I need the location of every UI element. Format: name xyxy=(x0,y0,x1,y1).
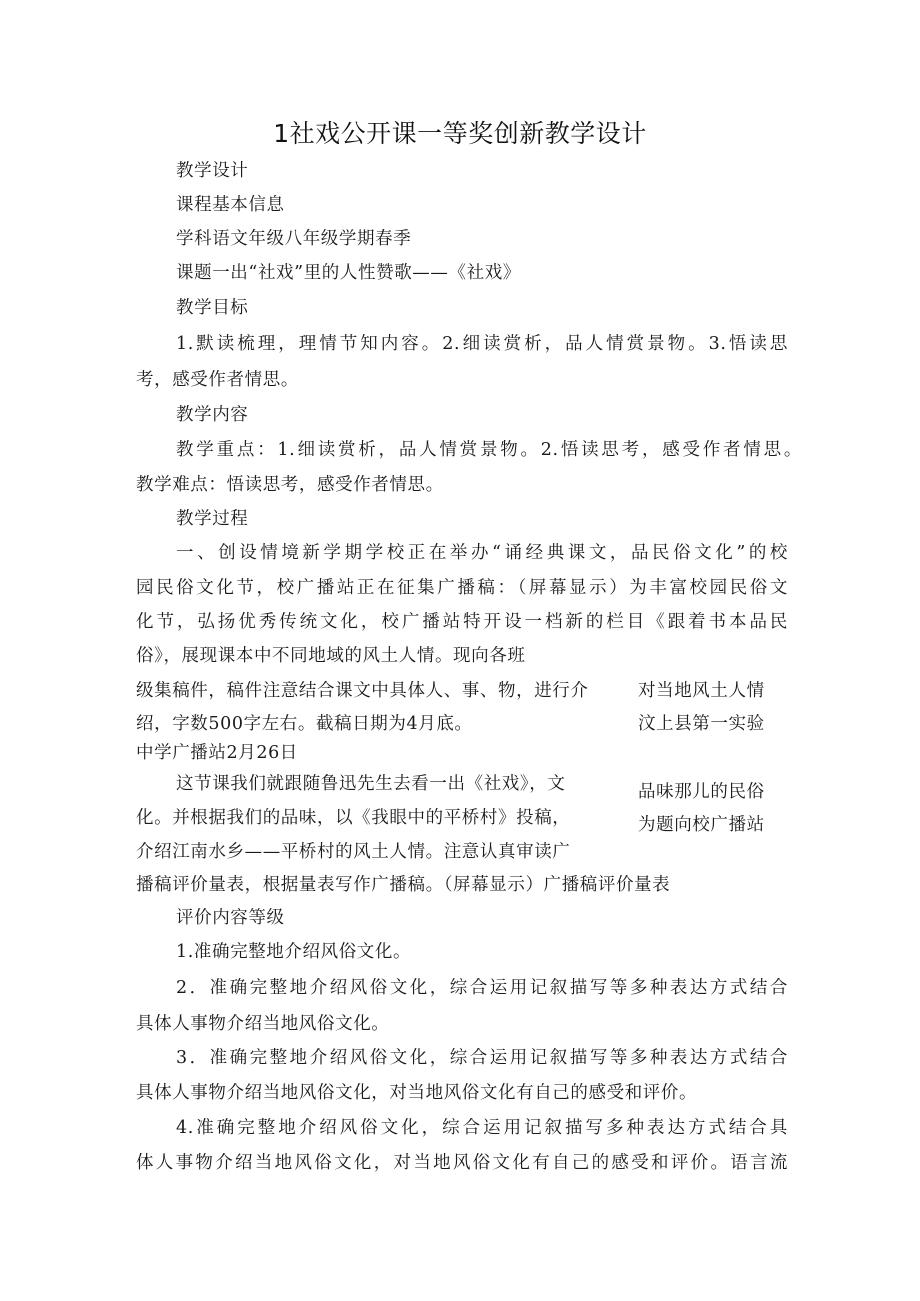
rubric-heading: 评价内容等级 xyxy=(176,908,285,928)
process-text-line-3: 化节，弘扬优秀传统文化，校广播站特开设一档新的栏目《跟着书本品民 xyxy=(136,612,788,632)
floating-text-fragment-3: 品味那儿的民俗 xyxy=(638,782,765,802)
rubric-level-2-line-1: 2．准确完整地介绍风俗文化，综合运用记叙描写等多种表达方式结合 xyxy=(176,978,788,998)
floating-text-fragment-4: 为题向校广播站 xyxy=(638,815,765,835)
course-topic-line: 课题一出“社戏”里的人性赞歌——《社戏》 xyxy=(176,263,521,283)
section-heading-process: 教学过程 xyxy=(176,509,249,529)
difficult-points-line: 教学难点：悟读思考，感受作者情思。 xyxy=(136,475,444,495)
process-text-line-7: 中学广播站2月26日 xyxy=(136,743,298,763)
process-text-line-1: 一、创设情境新学期学校正在举办“诵经典课文，品民俗文化”的校 xyxy=(176,543,788,563)
goals-text-line-1: 1.默读梳理，理情节知内容。2.细读赏析，品人情赏景物。3.悟读思 xyxy=(176,334,788,354)
section-heading-teaching-design: 教学设计 xyxy=(176,161,249,181)
key-points-line: 教学重点：1.细读赏析，品人情赏景物。2.悟读思考，感受作者情思。 xyxy=(176,440,802,460)
process-text-line-11: 播稿评价量表，根据量表写作广播稿。（屏幕显示）广播稿评价量表 xyxy=(136,875,671,895)
process-text-line-10: 介绍江南水乡——平桥村的风土人情。注意认真审读广 xyxy=(136,842,571,862)
process-text-line-9: 化。并根据我们的品味，以《我眼中的平桥村》投稿， xyxy=(136,808,571,828)
rubric-level-4-line-1: 4.准确完整地介绍风俗文化，综合运用记叙描写多种表达方式结合具 xyxy=(176,1118,788,1138)
rubric-level-4-line-2: 体人事物介绍当地风俗文化，对当地风俗文化有自己的感受和评价。语言流 xyxy=(136,1153,788,1173)
rubric-level-3-line-1: 3．准确完整地介绍风俗文化，综合运用记叙描写等多种表达方式结合 xyxy=(176,1048,788,1068)
process-text-line-6: 绍，字数500字左右。截稿日期为4月底。 xyxy=(136,714,473,734)
process-text-line-5: 级集稿件，稿件注意结合课文中具体人、事、物，进行介 xyxy=(136,681,589,701)
goals-text-line-2: 考，感受作者情思。 xyxy=(136,370,299,390)
rubric-level-3-line-2: 具体人事物介绍当地风俗文化，对当地风俗文化有自己的感受和评价。 xyxy=(136,1083,698,1103)
rubric-level-2-line-2: 具体人事物介绍当地风俗文化。 xyxy=(136,1014,390,1034)
course-subject-line: 学科语文年级八年级学期春季 xyxy=(176,229,412,249)
section-heading-content: 教学内容 xyxy=(176,405,249,425)
rubric-level-1: 1.准确完整地介绍风俗文化。 xyxy=(176,942,412,962)
process-text-line-2: 园民俗文化节，校广播站正在征集广播稿：（屏幕显示）为丰富校园民俗文 xyxy=(136,578,788,598)
process-text-line-8: 这节课我们就跟随鲁迅先生去看一出《社戏》，文 xyxy=(176,774,566,794)
section-heading-course-info: 课程基本信息 xyxy=(176,195,285,215)
document-title: 1社戏公开课一等奖创新教学设计 xyxy=(273,119,647,148)
floating-text-fragment-2: 汶上县第一实验 xyxy=(638,714,765,734)
floating-text-fragment-1: 对当地风土人情 xyxy=(638,681,765,701)
process-text-line-4: 俗》，展现课本中不同地域的风土人情。现向各班 xyxy=(136,646,526,666)
section-heading-goals: 教学目标 xyxy=(176,298,249,318)
